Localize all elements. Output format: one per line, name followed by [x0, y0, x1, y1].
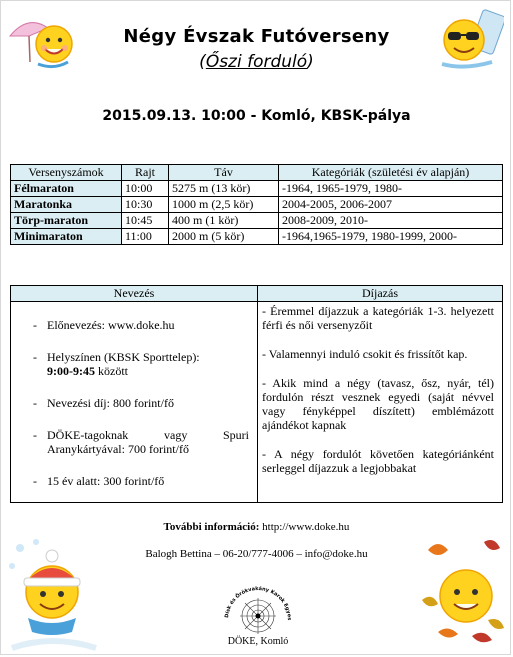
page-title: Négy Évszak Futóverseny [123, 26, 390, 47]
info-header-row [11, 286, 503, 302]
page-subtitle: (Őszi forduló) [199, 52, 314, 72]
info-table [10, 285, 503, 503]
list-item: - Éremmel díjazzuk a kategóriák 1-3. helyezett férfi és női versenyzőit [262, 304, 494, 332]
winter-sun-icon [6, 536, 98, 652]
table-row [11, 213, 503, 229]
race-name: Törp-maraton [11, 213, 122, 229]
table-row [11, 181, 503, 197]
onsite-time: 9:00-9:45 [47, 364, 95, 378]
org-arc-text: Dísk és Örökvakány Karok Egyes [224, 585, 293, 621]
list-item: - Előnevezés: www.doke.hu [47, 318, 249, 332]
org-name: DÖKE, Komló [227, 636, 289, 647]
header-versenyszamok: Versenyszámok [11, 165, 122, 181]
header-dijazas: Díjazás [258, 286, 503, 302]
more-info-label: További információ: [163, 521, 260, 533]
header-tav: Táv [169, 165, 279, 181]
list-item: - A négy fordulót követően kategóriánként serleggel díjazzuk a legjobbakat [262, 447, 494, 475]
race-distance: 5275 m (13 kör) [169, 181, 279, 197]
autumn-sun-icon [418, 536, 508, 652]
contact-line: Balogh Bettina – 06-20/777-4006 – info@doke.hu [145, 548, 368, 560]
race-distance: 1000 m (2,5 kör) [169, 197, 279, 213]
races-header-row [11, 165, 503, 181]
list-item: - Akik mind a négy (tavasz, ősz, nyár, tél) fordulón részt vesznek egyedi (saját névvel vagy fényképpel díszített) emblémázott ajándékot kapnak [262, 376, 494, 432]
more-info-line [0, 521, 513, 533]
race-name: Maratonka [11, 197, 122, 213]
race-distance: 400 m (1 kör) [169, 213, 279, 229]
race-name: Minimaraton [11, 229, 122, 245]
list-item: - Helyszínen (KBSK Sporttelep): 9:00-9:45 között [47, 350, 249, 378]
race-start: 10:45 [122, 213, 169, 229]
more-info-url[interactable]: http://www.doke.hu [259, 521, 350, 533]
list-item: - Nevezési díj: 800 forint/fő [47, 396, 249, 410]
header-kategoriak: Kategóriák (születési év alapján) [279, 165, 503, 181]
dijazas-cell [258, 302, 503, 503]
race-name: Félmaraton [11, 181, 122, 197]
nevezes-cell [11, 302, 258, 503]
list-item: - DÖKE-tagoknak vagy Spuri Aranykártyával: 700 forint/fő [47, 428, 249, 456]
race-start: 11:00 [122, 229, 169, 245]
table-row [11, 229, 503, 245]
spider-web-logo [220, 576, 296, 636]
list-item: - Valamennyi induló csokit és frissítőt kap. [262, 347, 468, 361]
races-table [10, 164, 503, 245]
subtitle-underlined: Őszi forduló [205, 52, 308, 72]
race-distance: 2000 m (5 kör) [169, 229, 279, 245]
nevezes-list [11, 302, 257, 502]
dijazas-list [258, 302, 502, 483]
table-row [11, 197, 503, 213]
race-start: 10:30 [122, 197, 169, 213]
race-categories: -1964, 1965-1979, 1980- [279, 181, 503, 197]
info-body-row [11, 302, 503, 503]
race-categories: 2008-2009, 2010- [279, 213, 503, 229]
race-categories: 2004-2005, 2006-2007 [279, 197, 503, 213]
race-start: 10:00 [122, 181, 169, 197]
header-rajt: Rajt [122, 165, 169, 181]
race-categories: -1964,1965-1979, 1980-1999, 2000- [279, 229, 503, 245]
list-item: - 15 év alatt: 300 forint/fő [47, 474, 249, 488]
event-date-location: 2015.09.13. 10:00 - Komló, KBSK-pálya [102, 108, 411, 124]
header-nevezes: Nevezés [11, 286, 258, 302]
